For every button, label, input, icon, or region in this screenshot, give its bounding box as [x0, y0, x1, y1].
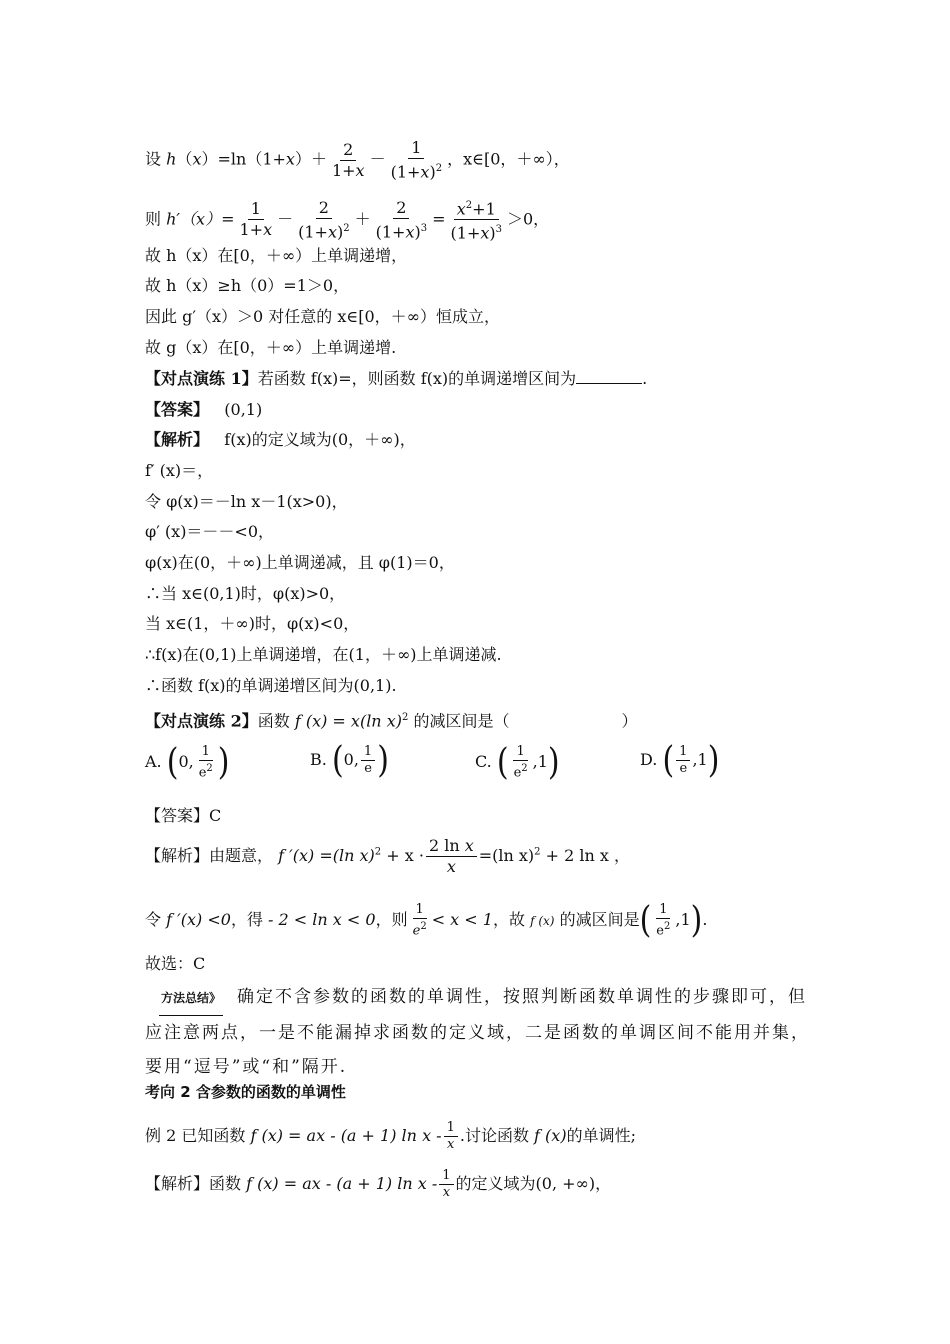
practice2-answer: 【答案】C	[145, 806, 222, 825]
section-heading: 考向 2 含参数的函数的单调性	[145, 1083, 346, 1101]
text-line: φ(x)在(0，＋∞)上单调递减，且 φ(1)＝0，	[145, 553, 455, 572]
text-line: 故 h（x）在[0，＋∞）上单调递增，	[145, 246, 408, 265]
answer-blank	[576, 369, 642, 384]
example2: 例 2 已知函数 f (x) = ax - (a + 1) ln x - $\frac{1}{x}$ .讨论函数 f (x)的单调性;	[145, 1120, 636, 1152]
method-summary: 方法总结》 确定不含参数的函数的单调性，按照判断函数单调性的步骤即可，但应注意两点，一是不能漏掉求函数的定义域，二是函数的单调区间不能用并集，要用“逗号”或“和”隔开.	[145, 980, 825, 1084]
text-line: ∴函数 f(x)的单调递增区间为(0,1).	[145, 676, 397, 695]
text-line: 故 g（x）在[0，＋∞）上单调递增.	[145, 338, 397, 357]
option-d[interactable]: D. ( $\frac{1}{e}$ ,1)	[640, 738, 720, 781]
option-c[interactable]: C. ( $\frac{1}{e^2}$ ,1)	[475, 741, 560, 784]
practice1-question: 【对点演练 1】若函数 f(x)=，则函数 f(x)的单调递增区间为 .	[145, 369, 648, 388]
text-line: f′ (x)＝，	[145, 461, 214, 480]
practice2-analysis: 【解析】由题意， f ′(x) =(ln x)$^2$ + x · $\frac{\text{2 ln x}}{x}$ =(ln x)$^2$ + 2 ln x ，	[145, 836, 631, 876]
practice2-question: 【对点演练 2】函数 f (x) = x(ln x)$^2$ 的减区间是（ ）	[145, 711, 638, 731]
option-b[interactable]: B. (0, $\frac{1}{e}$ )	[310, 738, 389, 781]
practice2-choose: 故选：C	[145, 954, 206, 973]
practice1-answer: 【答案】 (0,1)	[145, 400, 263, 419]
text-line: 故 h（x）≥h（0）=1＞0，	[145, 276, 350, 295]
example2-analysis: 【解析】函数 f (x) = ax - (a + 1) ln x - $\frac{1}{x}$ 的定义域为(0, +∞)，	[145, 1168, 612, 1200]
text-line: 令 φ(x)＝－ln x－1(x>0)，	[145, 492, 348, 511]
h-definition-line: 设 h（x）=ln（1+x）＋ $\frac{2}{1+x}$ － $\frac{1}{(1+x)^2}$ ，x∈[0，＋∞），	[145, 138, 570, 182]
option-a[interactable]: A. (0, $\frac{1}{e^2}$ )	[145, 741, 230, 784]
text-line: φ′ (x)＝－－<0，	[145, 522, 275, 541]
text-line: 当 x∈(1，＋∞)时，φ(x)<0，	[145, 614, 360, 633]
practice1-analysis: 【解析】 f(x)的定义域为(0，＋∞)，	[145, 430, 416, 449]
text-line: 因此 g′（x）＞0 对任意的 x∈[0，＋∞）恒成立，	[145, 307, 500, 326]
text-line: ∴f(x)在(0,1)上单调递增，在(1，＋∞)上单调递减.	[145, 645, 502, 664]
practice2-conclusion: 令 f ′(x) <0，得 - 2 < ln x < 0，则 $\frac{1}{e^2}$ < x < 1，故 f (x) 的减区间是( $\frac{1}{e^2}$ ,1).	[145, 899, 708, 942]
h-derivative-line: 则 h′（x）= $\frac{1}{1+x}$ － $\frac{2}{(1+x)^2}$ ＋ $\frac{2}{(1+x)^3}$ = $\frac{x^2+1}{(1+x)^3}$ ＞0，	[145, 197, 550, 243]
method-badge: 方法总结》	[159, 981, 223, 1016]
text-line: ∴当 x∈(0,1)时，φ(x)>0，	[145, 584, 346, 603]
